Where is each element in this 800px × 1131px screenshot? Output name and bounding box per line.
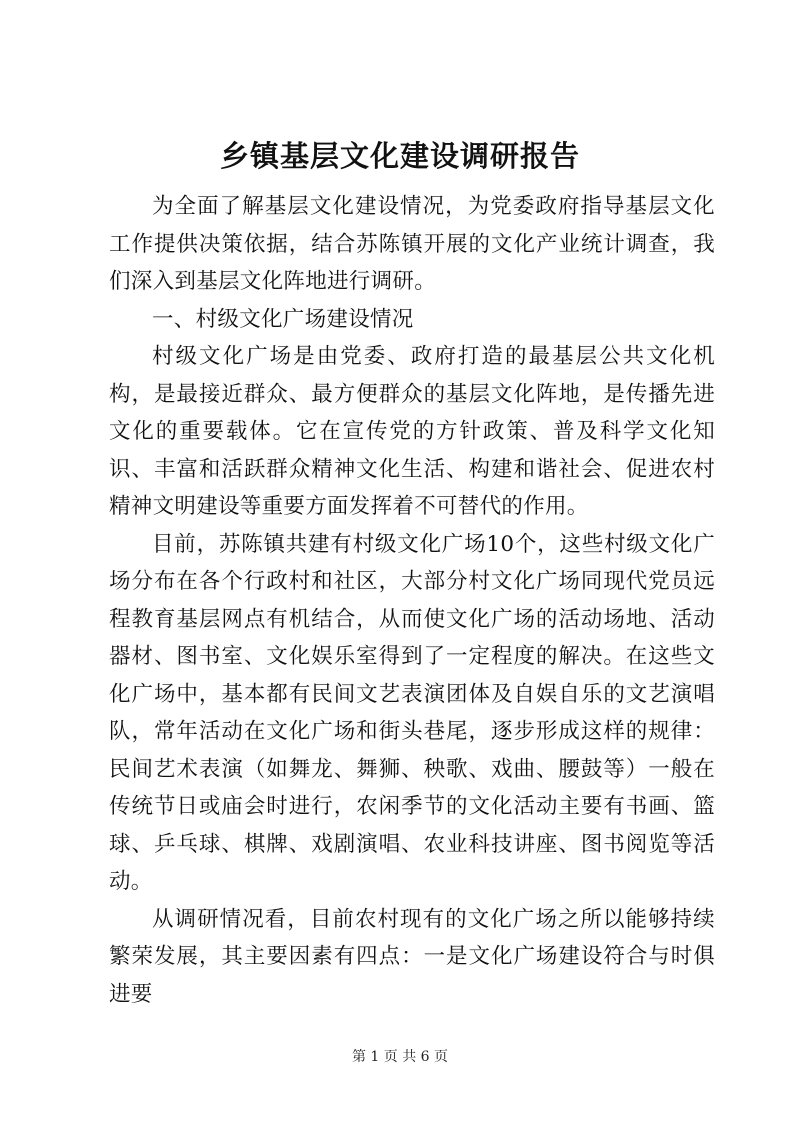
- section-heading-1: 一、村级文化广场建设情况: [152, 306, 414, 332]
- page-footer: 第 1 页 共 6 页: [351, 1049, 449, 1065]
- paragraph-current-status: 目前，苏陈镇共建有村级文化广场10个，这些村级文化广场分布在各个行政村和社区，大部分村文化广场同现代党员远程教育基层网点有机结合，从而使文化广场的活动场地、活动器材、图书室、文化娱乐室得到了一定程度的解决。在这些文化广场中，基本都有民间文艺表演团体及自娱自乐的文艺演唱队，常年活动在文化广场和街头巷尾，逐步形成这样的规律：民间艺术表演（如舞龙、舞狮、秧歌、戏曲、腰鼓等）一般在传统节日或庙会时进行，农闲季节的文化活动主要有书画、篮球、乒乓球、棋牌、戏剧演唱、农业科技讲座、图书阅览等活动。: [109, 531, 715, 894]
- paragraph-factors: 从调研情况看，目前农村现有的文化广场之所以能够持续繁荣发展，其主要因素有四点：一是文化广场建设符合与时俱进要: [109, 906, 715, 1007]
- document-title: 乡镇基层文化建设调研报告: [219, 139, 580, 173]
- document-body: [109, 188, 715, 1013]
- paragraph-square-role: 村级文化广场是由党委、政府打造的最基层公共文化机构，是最接近群众、最方便群众的基层文化阵地，是传播先进文化的重要载体。它在宣传党的方针政策、普及科学文化知识、丰富和活跃群众精神文化生活、构建和谐社会、促进农村精神文明建设等重要方面发挥着不可替代的作用。: [109, 344, 715, 519]
- paragraph-intro: 为全面了解基层文化建设情况，为党委政府指导基层文化工作提供决策依据，结合苏陈镇开展的文化产业统计调查，我们深入到基层文化阵地进行调研。: [109, 194, 715, 294]
